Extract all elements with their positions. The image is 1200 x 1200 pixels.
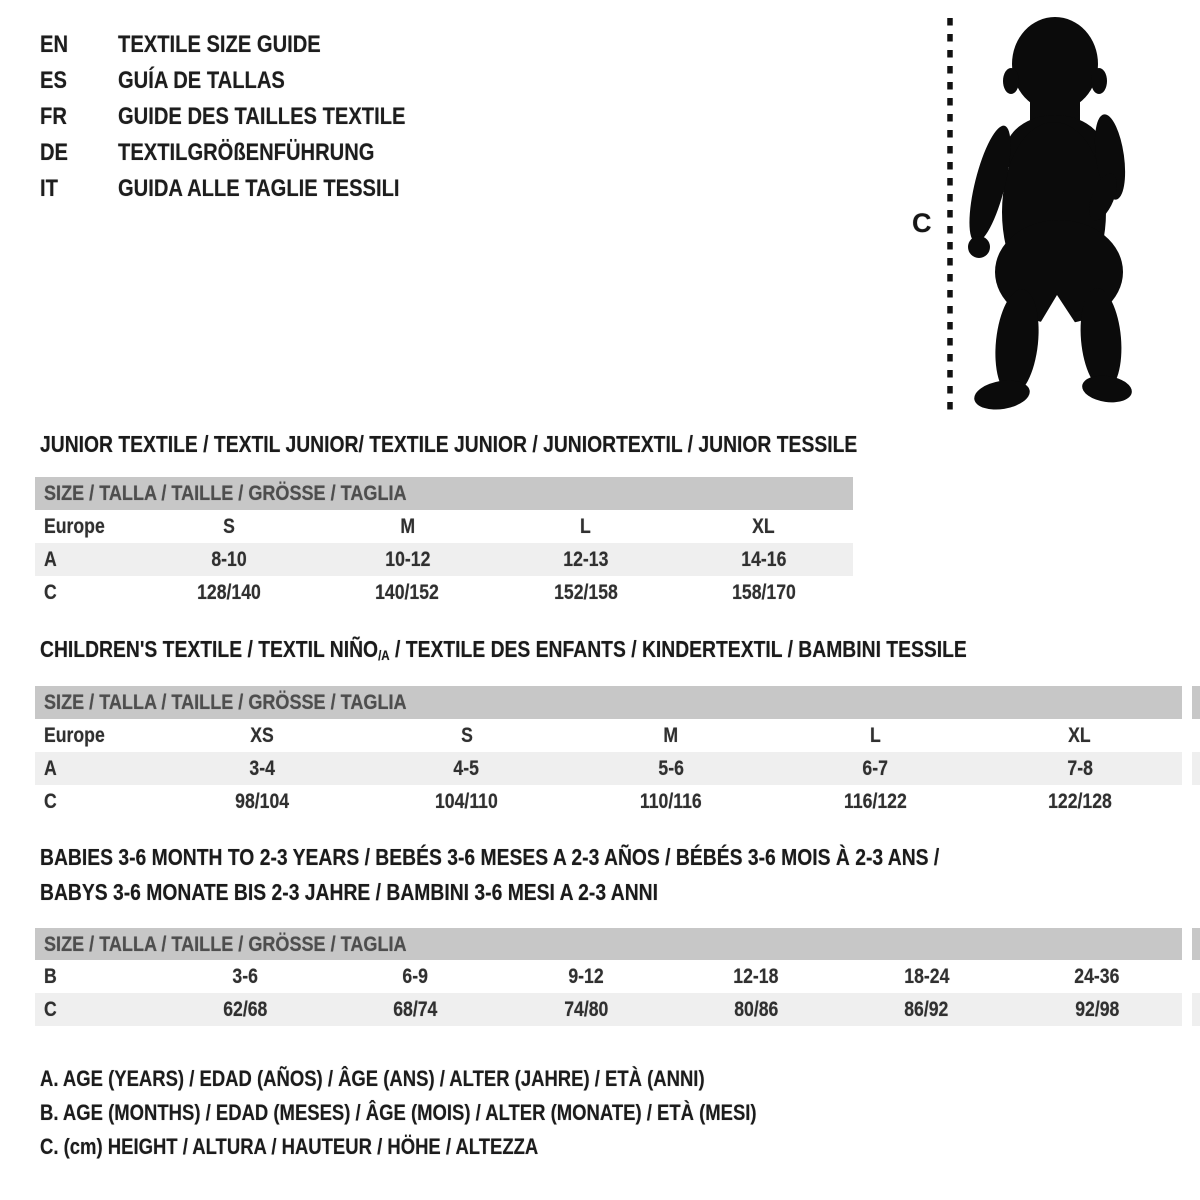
- table-row-columns: [35, 510, 853, 543]
- value-cell: [1012, 960, 1182, 993]
- value-cell: [1012, 993, 1182, 1026]
- cropped-bar-sliver: [1192, 686, 1200, 719]
- language-row-it: [40, 171, 460, 207]
- table-row-height: [35, 576, 853, 609]
- value-text: 116/122: [843, 789, 907, 813]
- value-text: 12-13: [563, 547, 609, 571]
- value-text: 4-5: [453, 756, 480, 780]
- heading-prefix: CHILDREN'S TEXTILE / TEXTIL NIÑO: [40, 636, 379, 662]
- section-heading-babies: [40, 840, 1111, 910]
- section-heading-babies-line2: BABYS 3-6 MONATE BIS 2-3 JAHRE / BAMBINI 3-6 MESI A 2-3 ANNI: [40, 879, 658, 905]
- row-label-text: B: [44, 964, 57, 988]
- value-cell: [501, 960, 671, 993]
- value-text: 158/170: [731, 580, 796, 604]
- size-table-junior: [35, 510, 853, 609]
- row-label-cell: [35, 960, 160, 993]
- language-row-de: [40, 135, 460, 171]
- value-cell: [364, 785, 568, 818]
- value-text: 98/104: [235, 789, 290, 813]
- language-list: [40, 27, 460, 207]
- column-header-text: XL: [1068, 723, 1092, 747]
- language-row-fr: [40, 99, 460, 135]
- value-text: 9-12: [568, 964, 604, 988]
- section-heading-children: [40, 636, 1143, 663]
- value-text: 62/68: [223, 997, 268, 1021]
- value-cell: [671, 993, 841, 1026]
- table-row-age: [35, 752, 1182, 785]
- section-heading-junior-text: JUNIOR TEXTILE / TEXTIL JUNIOR/ TEXTILE JUNIOR / JUNIORTEXTIL / JUNIOR TESSILE: [40, 431, 858, 457]
- value-text: 104/110: [435, 789, 498, 813]
- language-code-text: EN: [40, 31, 69, 58]
- value-text: 10-12: [384, 547, 430, 571]
- value-cell: [160, 993, 330, 1026]
- column-header-text: XS: [250, 723, 274, 747]
- heading-sub: /A: [378, 648, 390, 663]
- cropped-row-sliver: [1192, 993, 1200, 1026]
- row-label-cell: [35, 993, 160, 1026]
- column-header-cell: [364, 719, 568, 752]
- value-cell: [330, 960, 500, 993]
- section-heading-junior: [40, 431, 1013, 458]
- row-label-text: A: [44, 547, 57, 571]
- height-measure-label: C: [912, 208, 932, 238]
- value-cell: [569, 752, 773, 785]
- value-cell: [773, 752, 977, 785]
- language-title: GUÍA DE TALLAS: [118, 67, 285, 94]
- section-heading-children-text: [40, 636, 967, 663]
- language-row-es: [40, 63, 460, 99]
- value-cell: [318, 543, 496, 576]
- value-text: 86/92: [904, 997, 949, 1021]
- size-header-text: SIZE / TALLA / TAILLE / GRÖSSE / TAGLIA: [44, 481, 407, 505]
- note-text: C. (cm) HEIGHT / ALTURA / HAUTEUR / HÖHE / ALTEZZA: [40, 1134, 539, 1159]
- row-label-text: C: [44, 580, 57, 604]
- value-text: 18-24: [903, 964, 950, 988]
- column-header-cell: [978, 719, 1182, 752]
- language-title: TEXTILGRÖßENFÜHRUNG: [118, 139, 375, 166]
- value-text: 74/80: [563, 997, 608, 1021]
- value-cell: [160, 752, 364, 785]
- column-header-cell: [140, 510, 318, 543]
- column-header-text: S: [460, 723, 473, 747]
- language-code: [40, 175, 118, 203]
- value-text: 3-6: [232, 964, 258, 988]
- note-text: B. AGE (MONTHS) / EDAD (MESES) / ÂGE (MOIS) / ALTER (MONATE) / ETÀ (MESI): [40, 1100, 757, 1125]
- column-header-cell: [675, 510, 853, 543]
- table-row-age-months: [35, 960, 1182, 993]
- value-cell: [160, 960, 330, 993]
- value-cell: [318, 576, 496, 609]
- note-line-b: [40, 1096, 893, 1130]
- row-label-cell: [35, 785, 160, 818]
- language-title: GUIDE DES TAILLES TEXTILE: [118, 103, 406, 130]
- value-text: 92/98: [1074, 997, 1119, 1021]
- language-code: [40, 103, 118, 131]
- size-header-bar-children: [35, 686, 1182, 719]
- value-cell: [841, 993, 1011, 1026]
- table-row-height: [35, 993, 1182, 1026]
- language-code-text: FR: [40, 103, 67, 130]
- size-header-bar-junior: [35, 477, 853, 510]
- footnotes: [40, 1062, 893, 1164]
- note-line-a: [40, 1062, 893, 1096]
- column-header-text: L: [869, 723, 881, 747]
- language-code: [40, 31, 118, 59]
- language-code-text: ES: [40, 67, 67, 94]
- column-header-cell: [318, 510, 496, 543]
- language-title: TEXTILE SIZE GUIDE: [118, 31, 321, 58]
- value-cell: [140, 543, 318, 576]
- row-label-text: A: [44, 756, 57, 780]
- heading-suffix: / TEXTILE DES ENFANTS / KINDERTEXTIL / BAMBINI TESSILE: [389, 636, 967, 662]
- column-header-cell: [497, 510, 675, 543]
- column-header-text: Europe: [44, 723, 105, 747]
- value-cell: [671, 960, 841, 993]
- note-text: A. AGE (YEARS) / EDAD (AÑOS) / ÂGE (ANS) / ALTER (JAHRE) / ETÀ (ANNI): [40, 1066, 705, 1091]
- column-header-cell: [569, 719, 773, 752]
- value-cell: [497, 576, 675, 609]
- value-text: 3-4: [249, 756, 275, 780]
- value-text: 24-36: [1074, 964, 1120, 988]
- value-cell: [675, 576, 853, 609]
- value-text: 122/128: [1047, 789, 1112, 813]
- note-line-c: [40, 1130, 893, 1164]
- value-cell: [330, 993, 500, 1026]
- table-row-age: [35, 543, 853, 576]
- column-header-cell: [35, 510, 140, 543]
- row-label-text: C: [44, 789, 57, 813]
- row-label-cell: [35, 576, 140, 609]
- language-code: [40, 139, 118, 167]
- value-text: 110/116: [640, 789, 702, 813]
- language-code-text: DE: [40, 139, 69, 166]
- row-label-cell: [35, 752, 160, 785]
- size-table-children: [35, 719, 1182, 818]
- value-text: 12-18: [733, 964, 779, 988]
- value-text: 152/158: [553, 580, 618, 604]
- size-header-text: SIZE / TALLA / TAILLE / GRÖSSE / TAGLIA: [44, 932, 407, 956]
- language-code-text: IT: [40, 175, 58, 202]
- value-cell: [364, 752, 568, 785]
- value-cell: [501, 993, 671, 1026]
- value-cell: [140, 576, 318, 609]
- column-header-text: Europe: [44, 514, 105, 538]
- value-text: 68/74: [393, 997, 438, 1021]
- column-header-cell: [35, 719, 160, 752]
- language-code: [40, 67, 118, 95]
- value-text: 80/86: [734, 997, 779, 1021]
- cropped-row-sliver: [1192, 752, 1200, 785]
- size-header-bar-babies: [35, 928, 1182, 960]
- value-text: 140/152: [375, 580, 440, 604]
- value-cell: [675, 543, 853, 576]
- value-text: 128/140: [197, 580, 262, 604]
- row-label-cell: [35, 543, 140, 576]
- language-row-en: [40, 27, 460, 63]
- value-cell: [978, 752, 1182, 785]
- value-text: 7-8: [1067, 756, 1093, 780]
- column-header-cell: [773, 719, 977, 752]
- value-text: 14-16: [741, 547, 787, 571]
- column-header-text: M: [400, 514, 415, 538]
- value-cell: [773, 785, 977, 818]
- height-dashed-line: [944, 16, 956, 420]
- toddler-silhouette-icon: [960, 12, 1145, 417]
- value-text: 6-7: [862, 756, 889, 780]
- column-header-cell: [160, 719, 364, 752]
- language-title: GUIDA ALLE TAGLIE TESSILI: [118, 175, 400, 202]
- cropped-bar-sliver: [1192, 928, 1200, 960]
- column-header-text: L: [580, 514, 592, 538]
- value-text: 6-9: [402, 964, 429, 988]
- value-text: 5-6: [658, 756, 684, 780]
- value-cell: [841, 960, 1011, 993]
- column-header-text: S: [223, 514, 236, 538]
- value-cell: [160, 785, 364, 818]
- value-cell: [569, 785, 773, 818]
- table-row-columns: [35, 719, 1182, 752]
- value-text: 8-10: [211, 547, 247, 571]
- section-heading-babies-line1: BABIES 3-6 MONTH TO 2-3 YEARS / BEBÉS 3-6 MESES A 2-3 AÑOS / BÉBÉS 3-6 MOIS À 2-3 ANS /: [40, 844, 940, 870]
- size-header-text: SIZE / TALLA / TAILLE / GRÖSSE / TAGLIA: [44, 690, 407, 714]
- column-header-text: XL: [752, 514, 776, 538]
- value-cell: [978, 785, 1182, 818]
- column-header-text: M: [663, 723, 679, 747]
- value-cell: [497, 543, 675, 576]
- table-row-height: [35, 785, 1182, 818]
- row-label-text: C: [44, 997, 57, 1021]
- size-table-babies: [35, 960, 1182, 1026]
